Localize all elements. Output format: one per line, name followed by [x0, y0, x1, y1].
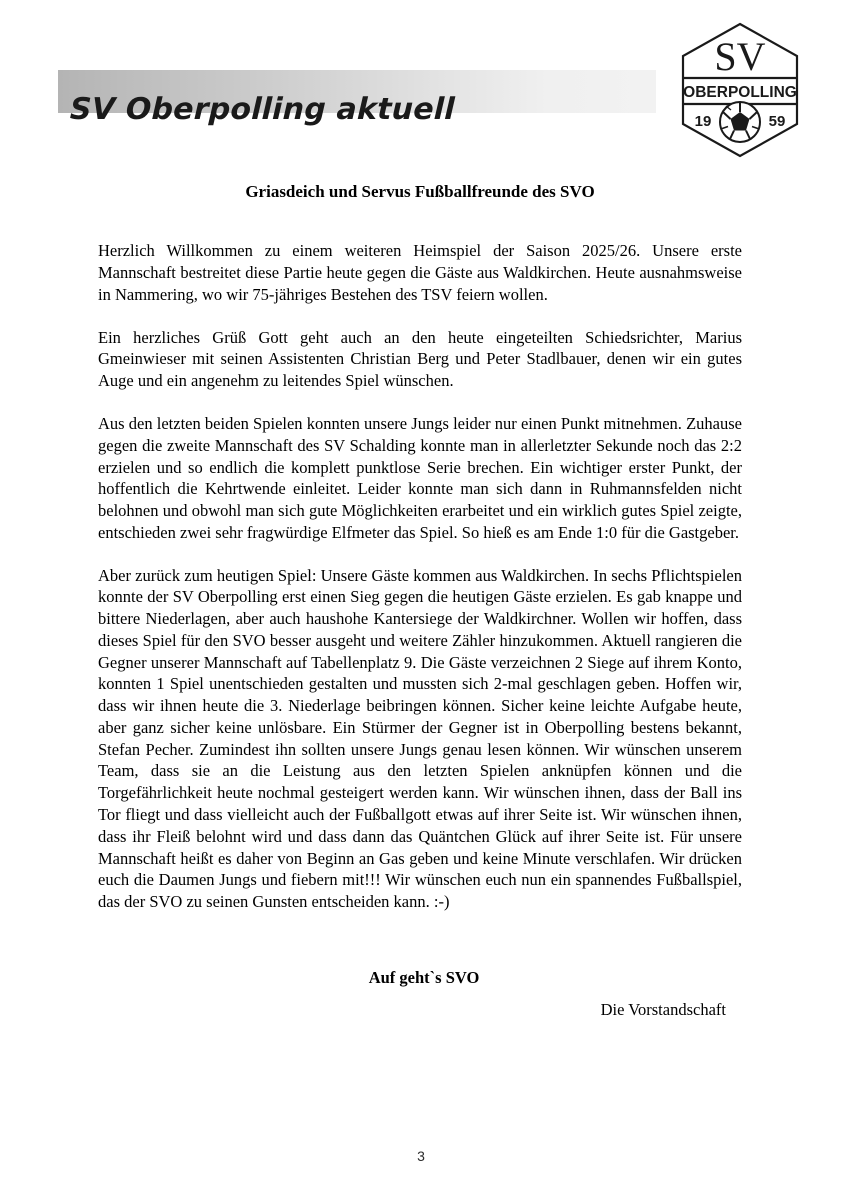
- crest-top-text: SV: [714, 34, 766, 79]
- crest-year-left: 19: [694, 113, 712, 130]
- signoff-block: [98, 968, 742, 1020]
- soccer-ball-icon: [720, 102, 760, 142]
- article-paragraph: Ein herzliches Grüß Gott geht auch an den heute eingeteilten Schiedsrichter, Marius Gmeinwieser mit seinen Assistenten Christian Berg und Peter Stadlbauer, denen wir ein gutes Auge und ein angenehm zu leitendes Spiel wünschen.: [98, 327, 742, 391]
- article-body: [98, 182, 742, 913]
- article-heading: Griasdeich und Servus Fußballfreunde des SVO: [245, 182, 595, 201]
- signoff-author: Die Vorstandschaft: [600, 1000, 726, 1019]
- page-number: 3: [417, 1148, 425, 1164]
- article-paragraph: Herzlich Willkommen zu einem weiteren Heimspiel der Saison 2025/26. Unsere erste Mannschaft bestreitet diese Partie heute gegen die Gäste aus Waldkirchen. Heute ausnahmsweise in Nammering, wo wir 75-jähriges Bestehen des TSV feiern wollen.: [98, 241, 742, 304]
- article-paragraph: Aus den letzten beiden Spielen konnten unsere Jungs leider nur einen Punkt mitnehmen. Zuhause gegen die zweite Mannschaft des SV Schalding konnte man in allerletzter Sekunde noch das 2:2 erzielen und so endlich die komplett punktlose Serie brechen. Ein wichtiger erster Punkt, der hoffentlich die Kehrtwende einleitet. Leider konnte man sich dann in Ruhmannsfelden nicht belohnen und obwohl man sich gute Möglichkeiten erarbeitet und ein wirklich gutes Spiel zeigte, entschieden zwei sehr fragwürdige Elfmeter das Spiel. So hieß es am Ende 1:0 für die Gastgeber.: [98, 413, 742, 542]
- page-title: SV Oberpolling aktuell: [69, 92, 456, 127]
- signoff-slogan: Auf geht`s SVO: [368, 968, 480, 987]
- crest-band-text: OBERPOLLING: [683, 84, 797, 101]
- masthead: [0, 0, 842, 175]
- crest-year-right: 59: [768, 113, 786, 130]
- article-paragraph: Aber zurück zum heutigen Spiel: Unsere Gäste kommen aus Waldkirchen. In sechs Pflichtspielen konnte der SV Oberpolling erst einen Sieg gegen die heutigen Gäste erzielen. Es gab knappe und bittere Niederlagen, aber auch haushohe Kantersiege der Waldkirchner. Wollen wir hoffen, dass dieses Spiel für den SVO besser ausgeht und weitere Zähler hinzukommen. Aktuell rangieren die Gegner unserer Mannschaft auf Tabellenplatz 9. Die Gäste verzeichnen 2 Siege auf ihrem Konto, konnten 1 Spiel unentschieden gestalten und mussten sich 2-mal geschlagen geben. Hoffen wir, dass wir ihnen heute die 3. Niederlage beibringen können. Sicher keine leichte Aufgabe heute, aber ganz sicher keine unlösbare. Ein Stürmer der Gegner ist in Oberpolling bestens bekannt, Stefan Pecher. Zumindest ihn sollten unsere Jungs genau lesen können. Wir wünschen unserem Team, dass sie an die Leistung aus den letzten Spielen anknüpfen können und die Torgefährlichkeit heute nochmal gesteigert werden kann. Wir wünschen ihnen, dass der Ball ins Tor fliegt und dass vielleicht auch der Fußballgott etwas auf ihrer Seite ist. Wir wünschen ihnen, dass ihr Fleiß belohnt wird und dass dann das Quäntchen Glück auf ihrer Seite ist. Für unsere Mannschaft heißt es daher von Beginn an Gas geben und keine Minute verschlafen. Wir drücken euch die Daumen Jungs und fiebern mit!!! Wir wünschen euch nun ein spannendes Fußballspiel, das der SVO zu seinen Gunsten entscheiden kann. :-): [98, 565, 742, 912]
- club-crest-logo: [676, 20, 804, 160]
